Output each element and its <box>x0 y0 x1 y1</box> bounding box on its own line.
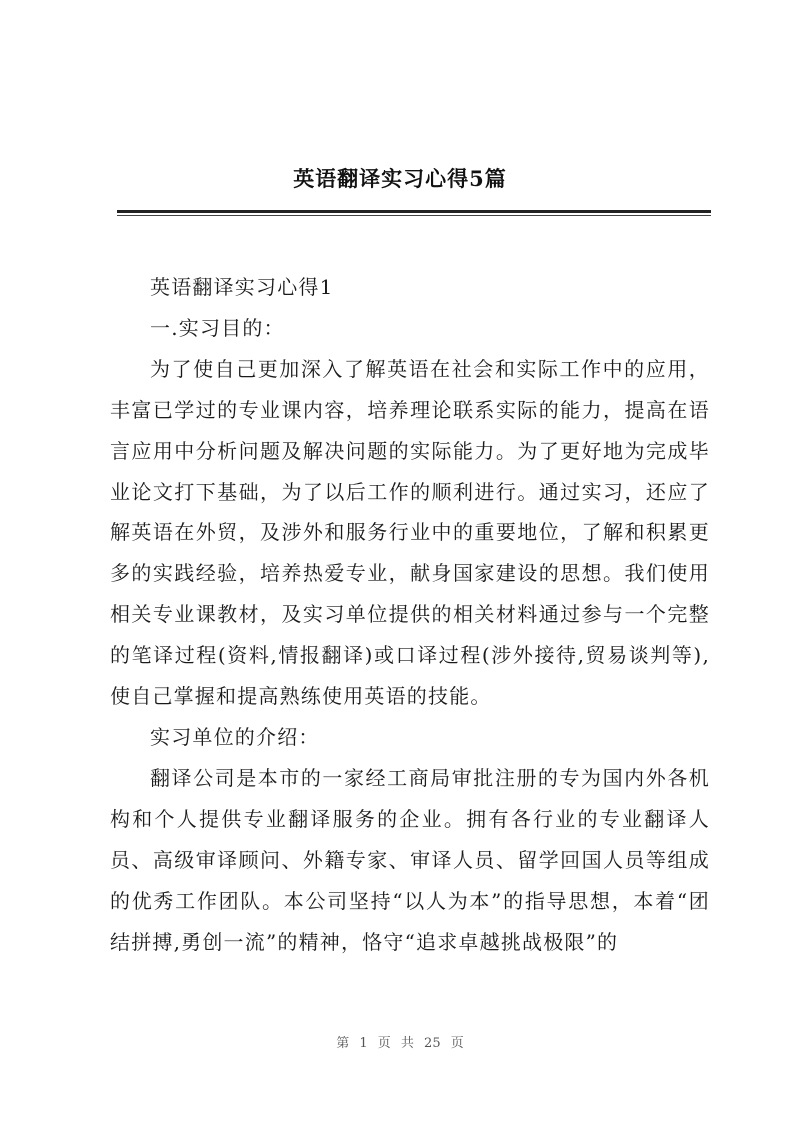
document-body <box>110 267 710 962</box>
subsection-heading: 实习单位的介绍： <box>150 724 320 749</box>
title-divider <box>117 210 711 213</box>
page-number: 第 1 页 共 25 页 <box>336 1036 464 1051</box>
section-heading: 英语翻译实习心得1 <box>150 275 334 299</box>
paragraph: 翻译公司是本市的一家经工商局审批注册的专为国内外各机构和个人提供专业翻译服务的企业。拥有各行业的专业翻译人员、高级审译顾问、外籍专家、审译人员、留学回国人员等组成的优秀工作团队。本公司坚持“以人为本”的指导思想，本着“团结拼搏,勇创一流”的精神，恪守“追求卓越挑战极限”的 <box>110 765 710 954</box>
page-title: 英语翻译实习心得5篇 <box>293 166 507 191</box>
title-divider-thin <box>117 215 711 216</box>
paragraph: 为了使自己更加深入了解英语在社会和实际工作中的应用，丰富已学过的专业课内容，培养理论联系实际的能力，提高在语言应用中分析问题及解决问题的实际能力。为了更好地为完成毕业论文打下基础，为了以后工作的顺利进行。通过实习，还应了解英语在外贸，及涉外和服务行业中的重要地位，了解和积累更多的实践经验，培养热爱专业，献身国家建设的思想。我们使用相关专业课教材，及实习单位提供的相关材料通过参与一个完整的笔译过程(资料,情报翻译)或口译过程(涉外接待,贸易谈判等),使自己掌握和提高熟练使用英语的技能。 <box>110 356 710 709</box>
subsection-heading: 一.实习目的： <box>150 315 285 340</box>
